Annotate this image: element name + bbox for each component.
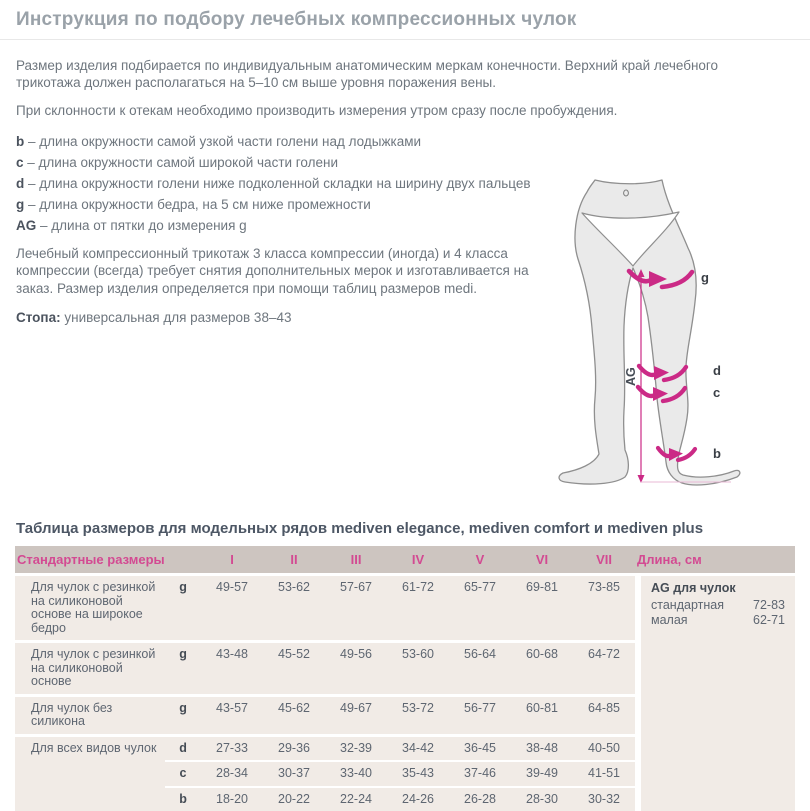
c-label: c bbox=[713, 385, 720, 400]
legs-illustration bbox=[545, 160, 800, 510]
definition-text: – длина от пятки до измерения g bbox=[40, 218, 247, 233]
cell-value: 69-81 bbox=[511, 573, 573, 640]
cell-value: 36-45 bbox=[449, 734, 511, 761]
definition-term: d bbox=[16, 176, 24, 191]
length-info-cell bbox=[635, 573, 795, 811]
row-letter: g bbox=[165, 640, 201, 694]
cell-value: 53-60 bbox=[387, 640, 449, 694]
page-title: Инструкция по подбору лечебных компрессионных чулок bbox=[16, 9, 794, 31]
cell-value: 43-48 bbox=[201, 640, 263, 694]
d-label: d bbox=[713, 363, 721, 378]
length-info-title: AG для чулок bbox=[651, 582, 785, 596]
cell-value: 45-62 bbox=[263, 694, 325, 734]
row-letter: d bbox=[165, 734, 201, 761]
leg-measurement-diagram bbox=[545, 160, 800, 510]
cell-value: 60-68 bbox=[511, 640, 573, 694]
cell-value: 39-49 bbox=[511, 760, 573, 786]
b-label: b bbox=[713, 446, 721, 461]
definition-text: – длина окружности голени ниже подколенной складки на ширину двух пальцев bbox=[28, 176, 531, 191]
header-standard-sizes: Стандартные размеры bbox=[15, 546, 201, 573]
size-table bbox=[15, 546, 795, 811]
cell-value: 65-77 bbox=[449, 573, 511, 640]
cell-value: 18-20 bbox=[201, 786, 263, 811]
header-size-v: V bbox=[449, 546, 511, 573]
row-letter: c bbox=[165, 760, 201, 786]
cell-value: 33-40 bbox=[325, 760, 387, 786]
length-value: 62-71 bbox=[753, 613, 785, 628]
definition-term: c bbox=[16, 155, 24, 170]
cell-value: 64-72 bbox=[573, 640, 635, 694]
row-label: Для чулок с резинкой на силиконовой основе bbox=[15, 640, 165, 694]
header-size-iii: III bbox=[325, 546, 387, 573]
cell-value: 20-22 bbox=[263, 786, 325, 811]
length-info-row bbox=[651, 613, 785, 628]
table-row bbox=[15, 573, 795, 640]
definition-b bbox=[16, 131, 556, 152]
header-size-ii: II bbox=[263, 546, 325, 573]
definition-text: – длина окружности самой широкой части голени bbox=[27, 155, 338, 170]
foot-note-text: универсальная для размеров 38–43 bbox=[64, 310, 291, 325]
cell-value: 53-72 bbox=[387, 694, 449, 734]
cell-value: 30-37 bbox=[263, 760, 325, 786]
cell-value: 49-57 bbox=[201, 573, 263, 640]
cell-value: 60-81 bbox=[511, 694, 573, 734]
cell-value: 41-51 bbox=[573, 760, 635, 786]
cell-value: 45-52 bbox=[263, 640, 325, 694]
cell-value: 56-64 bbox=[449, 640, 511, 694]
cell-value: 28-30 bbox=[511, 786, 573, 811]
definition-term: AG bbox=[16, 218, 36, 233]
cell-value: 38-48 bbox=[511, 734, 573, 761]
instruction-section bbox=[0, 58, 810, 510]
cell-value: 27-33 bbox=[201, 734, 263, 761]
definition-text: – длина окружности бедра, на 5 см ниже промежности bbox=[28, 197, 371, 212]
definition-ag bbox=[16, 215, 556, 236]
cell-value: 49-67 bbox=[325, 694, 387, 734]
definition-term: b bbox=[16, 134, 24, 149]
cell-value: 61-72 bbox=[387, 573, 449, 640]
header-size-vii: VII bbox=[573, 546, 635, 573]
definition-term: g bbox=[16, 197, 24, 212]
custom-order-note: Лечебный компрессионный трикотаж 3 класса компрессии (иногда) и 4 класса компрессии (всегда) требует снятия дополнительных мерок и изготавливается на заказ. Размер изделия определяется при помощи таблиц размеров medi. bbox=[16, 245, 538, 298]
definition-g bbox=[16, 194, 556, 215]
cell-value: 22-24 bbox=[325, 786, 387, 811]
divider bbox=[0, 39, 810, 40]
length-info-row bbox=[651, 598, 785, 613]
definition-d bbox=[16, 173, 556, 194]
row-letter: g bbox=[165, 694, 201, 734]
length-name: стандартная bbox=[651, 598, 724, 613]
header-size-i: I bbox=[201, 546, 263, 573]
intro-paragraph-2: При склонности к отекам необходимо производить измерения утром сразу после пробуждения. bbox=[16, 103, 766, 120]
header-size-vi: VI bbox=[511, 546, 573, 573]
cell-value: 37-46 bbox=[449, 760, 511, 786]
row-label: Для чулок с резинкой на силиконовой основе на широкое бедро bbox=[15, 573, 165, 640]
cell-value: 30-32 bbox=[573, 786, 635, 811]
table-header-row bbox=[15, 546, 795, 573]
header-size-iv: IV bbox=[387, 546, 449, 573]
row-label: Для всех видов чулок bbox=[15, 734, 165, 811]
length-name: малая bbox=[651, 613, 688, 628]
cell-value: 24-26 bbox=[387, 786, 449, 811]
row-letter: g bbox=[165, 573, 201, 640]
cell-value: 64-85 bbox=[573, 694, 635, 734]
g-label: g bbox=[701, 270, 709, 285]
cell-value: 53-62 bbox=[263, 573, 325, 640]
header-length: Длина, см bbox=[635, 546, 795, 573]
cell-value: 34-42 bbox=[387, 734, 449, 761]
foot-note-label: Стопа: bbox=[16, 310, 61, 325]
ag-label: AG bbox=[624, 367, 638, 386]
cell-value: 56-77 bbox=[449, 694, 511, 734]
cell-value: 29-36 bbox=[263, 734, 325, 761]
cell-value: 57-67 bbox=[325, 573, 387, 640]
cell-value: 43-57 bbox=[201, 694, 263, 734]
cell-value: 40-50 bbox=[573, 734, 635, 761]
cell-value: 26-28 bbox=[449, 786, 511, 811]
row-label: Для чулок без силикона bbox=[15, 694, 165, 734]
definition-c bbox=[16, 152, 556, 173]
definition-text: – длина окружности самой узкой части голени над лодыжками bbox=[28, 134, 421, 149]
cell-value: 49-56 bbox=[325, 640, 387, 694]
length-value: 72-83 bbox=[753, 598, 785, 613]
cell-value: 28-34 bbox=[201, 760, 263, 786]
size-table-title: Таблица размеров для модельных рядов mediven elegance, mediven comfort и mediven plus bbox=[16, 520, 794, 537]
row-letter: b bbox=[165, 786, 201, 811]
cell-value: 32-39 bbox=[325, 734, 387, 761]
cell-value: 35-43 bbox=[387, 760, 449, 786]
cell-value: 73-85 bbox=[573, 573, 635, 640]
page bbox=[0, 9, 810, 759]
intro-paragraph-1: Размер изделия подбирается по индивидуальным анатомическим меркам конечности. Верхний край лечебного трикотажа должен располагаться на 5–10 см выше уровня поражения вены. bbox=[16, 58, 766, 91]
